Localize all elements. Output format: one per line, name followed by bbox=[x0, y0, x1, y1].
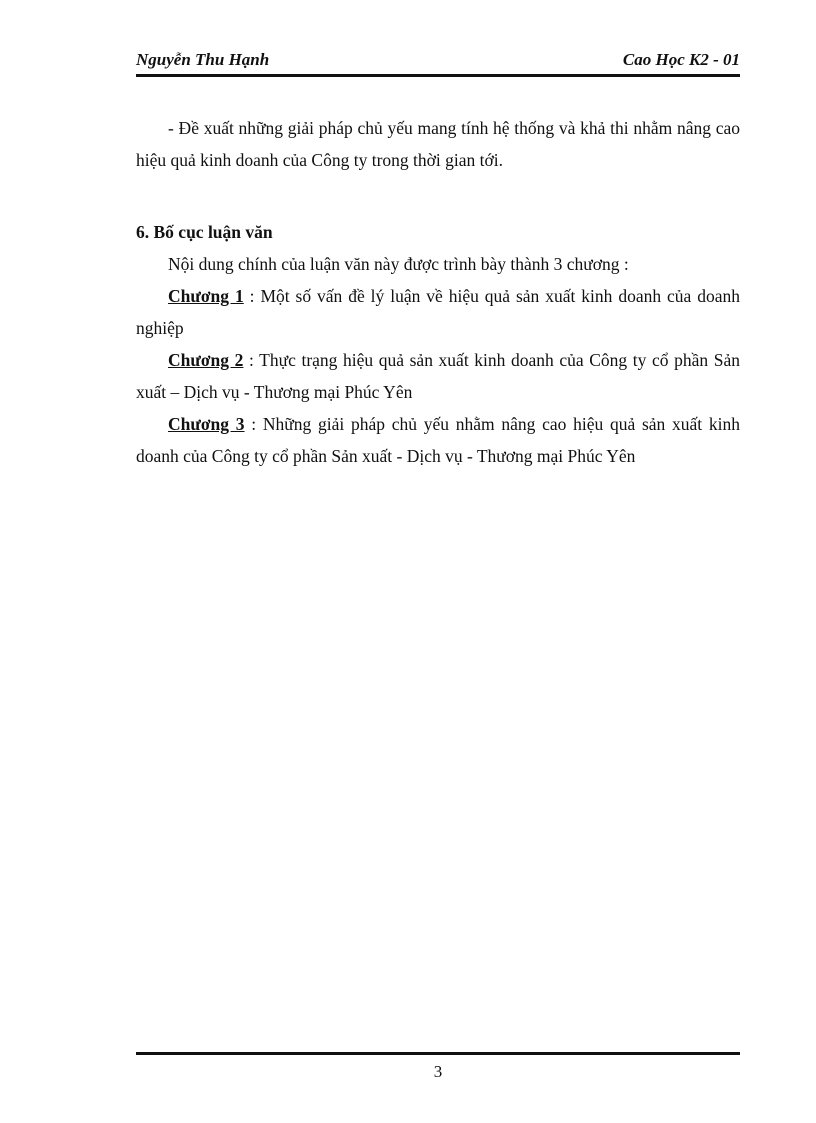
header-course: Cao Học K2 - 01 bbox=[622, 50, 740, 69]
chapter-label-2: Chương 2 bbox=[168, 350, 244, 370]
chapter-text-3: : Những giải pháp chủ yếu nhằm nâng cao hiệu quả sản xuất kinh doanh của Công ty cổ phần Sản xuất - Dịch vụ - Thương mại Phúc Yên bbox=[136, 414, 740, 466]
page-header bbox=[136, 48, 740, 77]
chapter-label-3: Chương 3 bbox=[168, 414, 245, 434]
paragraph-spacer bbox=[136, 176, 740, 216]
page-number: 3 bbox=[433, 1062, 443, 1081]
header-author: Nguyễn Thu Hạnh bbox=[136, 50, 270, 69]
document-body bbox=[136, 112, 740, 472]
intro-paragraph: - Đề xuất những giải pháp chủ yếu mang tính hệ thống và khả thi nhằm nâng cao hiệu quả kinh doanh của Công ty trong thời gian tới. bbox=[136, 118, 740, 170]
chapter-text-1: : Một số vấn đề lý luận về hiệu quả sản xuất kinh doanh của doanh nghiệp bbox=[136, 286, 740, 338]
section-intro: Nội dung chính của luận văn này được trình bày thành 3 chương : bbox=[168, 254, 629, 274]
chapter-item-3 bbox=[136, 408, 740, 472]
footer-rule bbox=[136, 1052, 740, 1055]
chapter-item-2 bbox=[136, 344, 740, 408]
chapter-text-2: : Thực trạng hiệu quả sản xuất kinh doanh của Công ty cổ phần Sản xuất – Dịch vụ - Thương mại Phúc Yên bbox=[136, 350, 740, 402]
chapter-item-1 bbox=[136, 280, 740, 344]
section-heading: 6. Bố cục luận văn bbox=[136, 222, 273, 242]
chapter-label-1: Chương 1 bbox=[168, 286, 244, 306]
